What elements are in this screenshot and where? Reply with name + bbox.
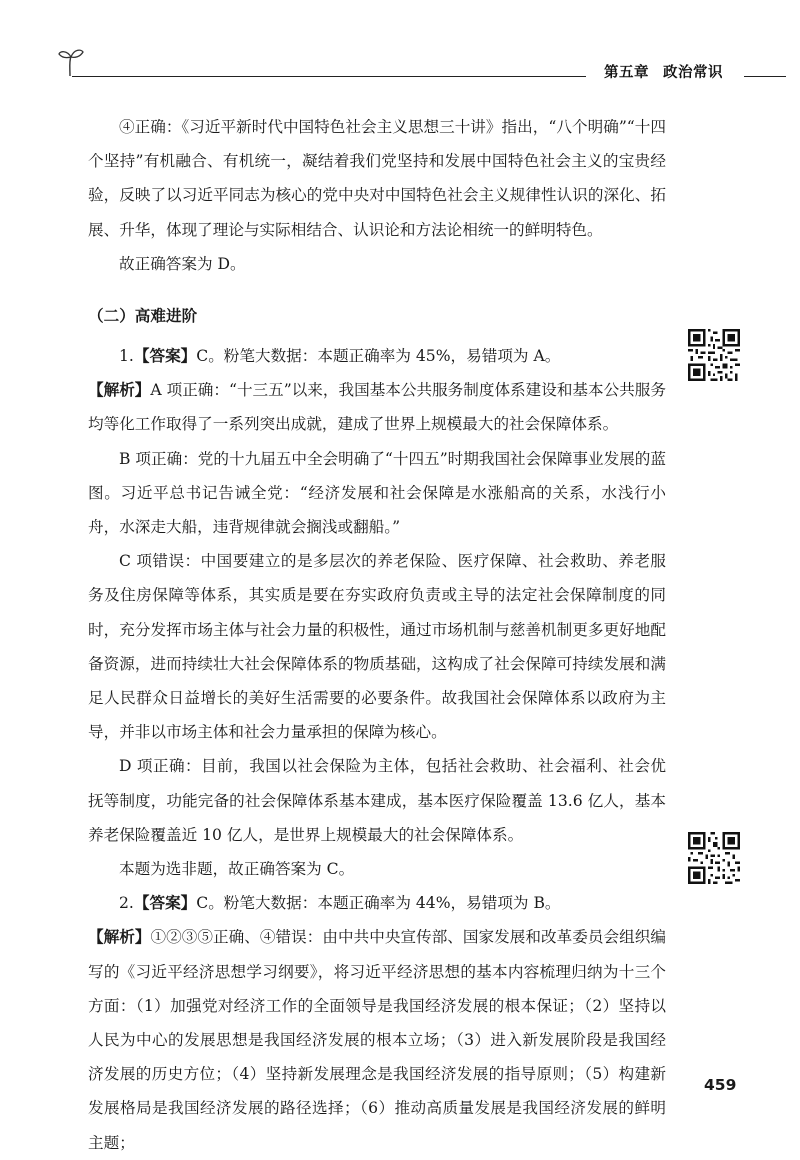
analysis-tag: 【解析】 <box>88 381 151 400</box>
chapter-heading <box>604 61 723 82</box>
qr-code-icon[interactable] <box>688 329 740 381</box>
question-1-answer <box>88 339 666 373</box>
question-2-analysis <box>88 920 666 1159</box>
answer-text: C。粉笔大数据：本题正确率为 45%，易错项为 A。 <box>196 347 561 366</box>
answer-text: C。粉笔大数据：本题正确率为 44%，易错项为 B。 <box>196 894 561 913</box>
leaf-logo-icon <box>58 46 84 86</box>
option-c-analysis: C 项错误：中国要建立的是多层次的养老保险、医疗保障、社会救助、养老服务及住房保障等体系，其实质是要在夯实政府负责或主导的法定社会保障制度的同时，充分发挥市场主体与社会力量的积极性，通过市场机制与慈善机制更多更好地配备资源，进而持续壮大社会保障体系的物质基础，这构成了社会保障可持续发展和满足人民群众日益增长的美好生活需要的必要条件。故我国社会保障体系以政府为主导，并非以市场主体和社会力量承担的保障为核心。 <box>88 552 666 742</box>
analysis-tag: 【解析】 <box>88 928 151 947</box>
question-number: 1. <box>119 347 134 366</box>
page-body <box>88 110 666 1160</box>
page-header <box>0 0 800 90</box>
answer-tag: 【答案】 <box>133 894 197 913</box>
question-1-analysis <box>88 373 666 441</box>
paragraph: 故正确答案为 D。 <box>119 254 246 273</box>
option-d-analysis: D 项正确：目前，我国以社会保险为主体，包括社会救助、社会福利、社会优抚等制度，功能完备的社会保障体系基本建成，基本医疗保险覆盖 13.6 亿人，基本养老保险覆盖近 10 亿人，是世界上规模最大的社会保障体系。 <box>88 757 666 844</box>
header-rule-left <box>72 76 586 77</box>
section-title: （二）高难进阶 <box>88 307 198 326</box>
question-number: 2. <box>119 894 134 913</box>
paragraph: ④正确：《习近平新时代中国特色社会主义思想三十讲》指出，“八个明确”“十四个坚持”有机融合、有机统一，凝结着我们党坚持和发展中国特色社会主义的宝贵经验，反映了以习近平同志为核心的党中央对中国特色社会主义规律性认识的深化、拓展、升华，体现了理论与实际相结合、认识论和方法论相统一的鲜明特色。 <box>88 118 666 239</box>
question-1-conclusion: 本题为选非题，故正确答案为 C。 <box>119 860 355 879</box>
question-2-answer <box>88 886 666 920</box>
page-number: 459 <box>704 1076 737 1094</box>
analysis-text: ①②③⑤正确、④错误：由中共中央宣传部、国家发展和改革委员会组织编写的《习近平经济思想学习纲要》，将习近平经济思想的基本内容梳理归纳为十三个方面：（1）加强党对经济工作的全面领导是我国经济发展的根本保证；（2）坚持以人民为中心的发展思想是我国经济发展的根本立场；（3）进入新发展阶段是我国经济发展的历史方位；（4）坚持新发展理念是我国经济发展的指导原则；（5）构建新发展格局是我国经济发展的路径选择；（6）推动高质量发展是我国经济发展的鲜明主题； <box>88 928 666 1152</box>
option-b-analysis: B 项正确：党的十九届五中全会明确了“十四五”时期我国社会保障事业发展的蓝图。习近平总书记告诫全党：“经济发展和社会保障是水涨船高的关系，水浅行小舟，水深走大船，违背规律就会搁浅或翻船。” <box>88 449 666 537</box>
answer-tag: 【答案】 <box>133 347 197 366</box>
header-rule-right <box>744 76 786 77</box>
analysis-text: A 项正确：“十三五”以来，我国基本公共服务制度体系建设和基本公共服务均等化工作取得了一系列突出成就，建成了世界上规模最大的社会保障体系。 <box>88 381 666 434</box>
chapter-number: 第五章 <box>604 65 649 81</box>
qr-code-icon[interactable] <box>688 832 740 884</box>
chapter-topic: 政治常识 <box>663 65 723 81</box>
